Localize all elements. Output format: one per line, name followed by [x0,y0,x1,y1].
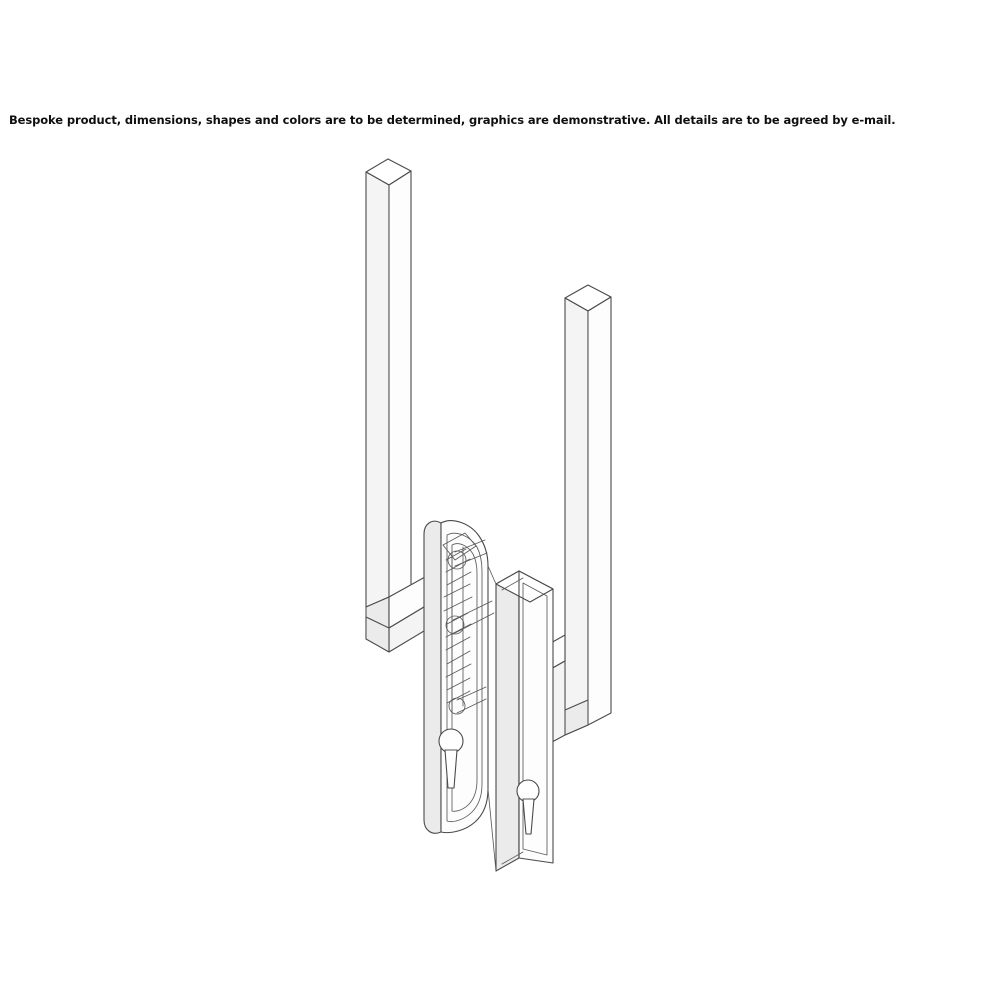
oval-rosette-backplate [424,521,494,834]
connecting-spindle [488,566,496,871]
rectangular-backplate [496,571,553,871]
disclaimer-text: Bespoke product, dimensions, shapes and colors are to be determined, graphics are demonstrative. All details are to be agreed by e-mail. [9,113,896,127]
